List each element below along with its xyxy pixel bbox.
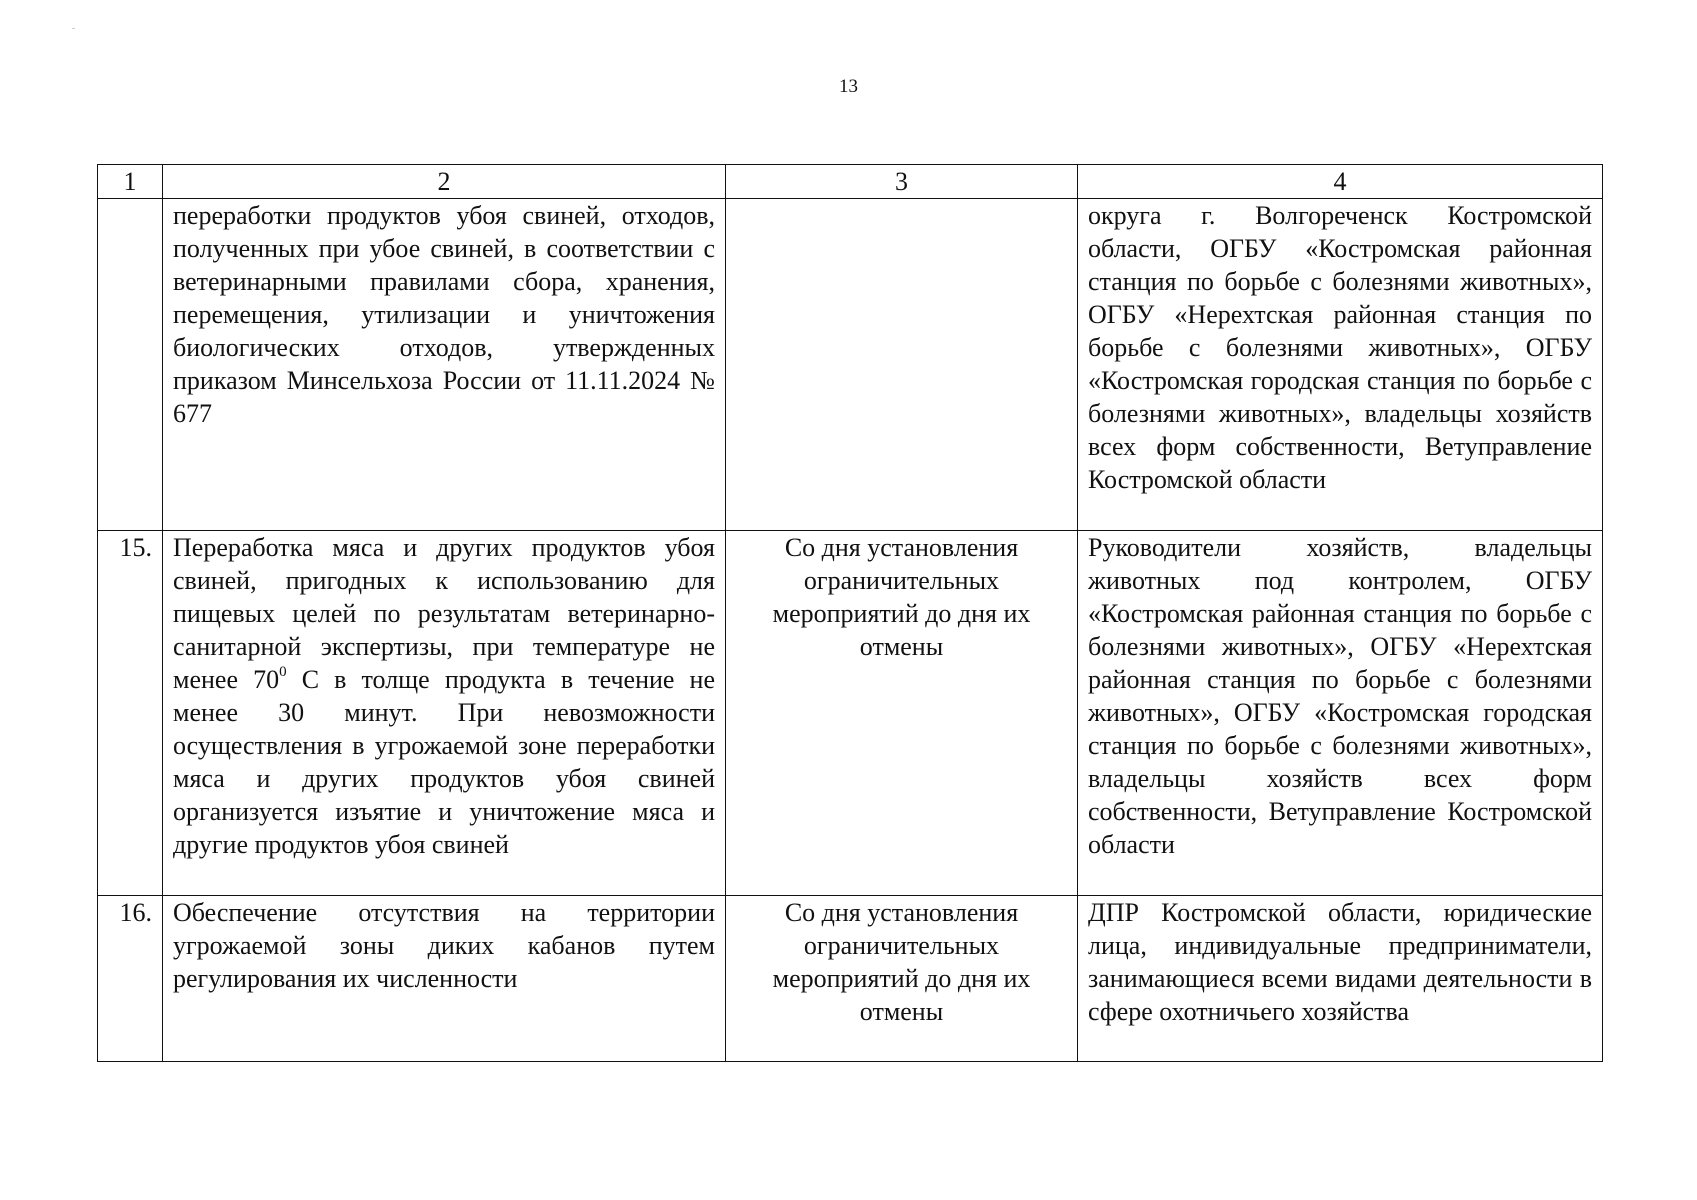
column-header-3: 3	[726, 165, 1078, 199]
row-number: 16.	[98, 896, 163, 1062]
table-row	[98, 531, 1603, 896]
row-action: Обеспечение отсутствия на территории угрожаемой зоны диких кабанов путем регулирования их численности	[163, 896, 726, 1062]
row-action-text-cont: С в толще продукта в течение не менее 30 минут. При невозможности осуществления в угрожаемой зоне переработки мяса и других продуктов убоя свиней организуется изъятие и уничтожение мяса и другие продуктов убоя свиней	[173, 665, 715, 859]
measures-table	[97, 164, 1603, 1062]
degree-superscript: 0	[279, 664, 287, 680]
row-responsible: Руководители хозяйств, владельцы животных под контролем, ОГБУ «Костромская районная станция по борьбе с болезнями животных», ОГБУ «Нерехтская районная станция по борьбе с болезнями животных», ОГБУ «Костромская городская станция по борьбе с болезнями животных», владельцы хозяйств всех форм собственности, Ветуправление Костромской области	[1078, 531, 1603, 896]
row-responsible: ДПР Костромской области, юридические лица, индивидуальные предприниматели, занимающиеся всеми видами деятельности в сфере охотничьего хозяйства	[1078, 896, 1603, 1062]
row-action: переработки продуктов убоя свиней, отходов, полученных при убое свиней, в соответствии с ветеринарными правилами сбора, хранения, перемещения, утилизации и уничтожения биологических отходов, утвержденных приказом Минсельхоза России от 11.11.2024 № 677	[163, 199, 726, 531]
column-header-4: 4	[1078, 165, 1603, 199]
row-term: Со дня установления ограничительных мероприятий до дня их отмены	[726, 531, 1078, 896]
row-action	[163, 531, 726, 896]
row-number: 15.	[98, 531, 163, 896]
row-responsible: округа г. Волгореченск Костромской области, ОГБУ «Костромская районная станция по борьбе с болезнями животных», ОГБУ «Нерехтская районная станция по борьбе с болезнями животных», ОГБУ «Костромская городская станция по борьбе с болезнями животных», владельцы хозяйств всех форм собственности, Ветуправление Костромской области	[1078, 199, 1603, 531]
table-header-row	[98, 165, 1603, 199]
column-header-1: 1	[98, 165, 163, 199]
row-action-text: Переработка мяса и других продуктов убоя свиней, пригодных к использованию для пищевых целей по результатам ветеринарно-санитарной экспертизы, при температуре не менее 70	[173, 533, 715, 694]
page-number: 13	[839, 76, 858, 97]
row-term	[726, 199, 1078, 531]
row-number	[98, 199, 163, 531]
column-header-2: 2	[163, 165, 726, 199]
scan-artifact	[72, 28, 75, 29]
row-term: Со дня установления ограничительных мероприятий до дня их отмены	[726, 896, 1078, 1062]
table-row	[98, 896, 1603, 1062]
table-row	[98, 199, 1603, 531]
